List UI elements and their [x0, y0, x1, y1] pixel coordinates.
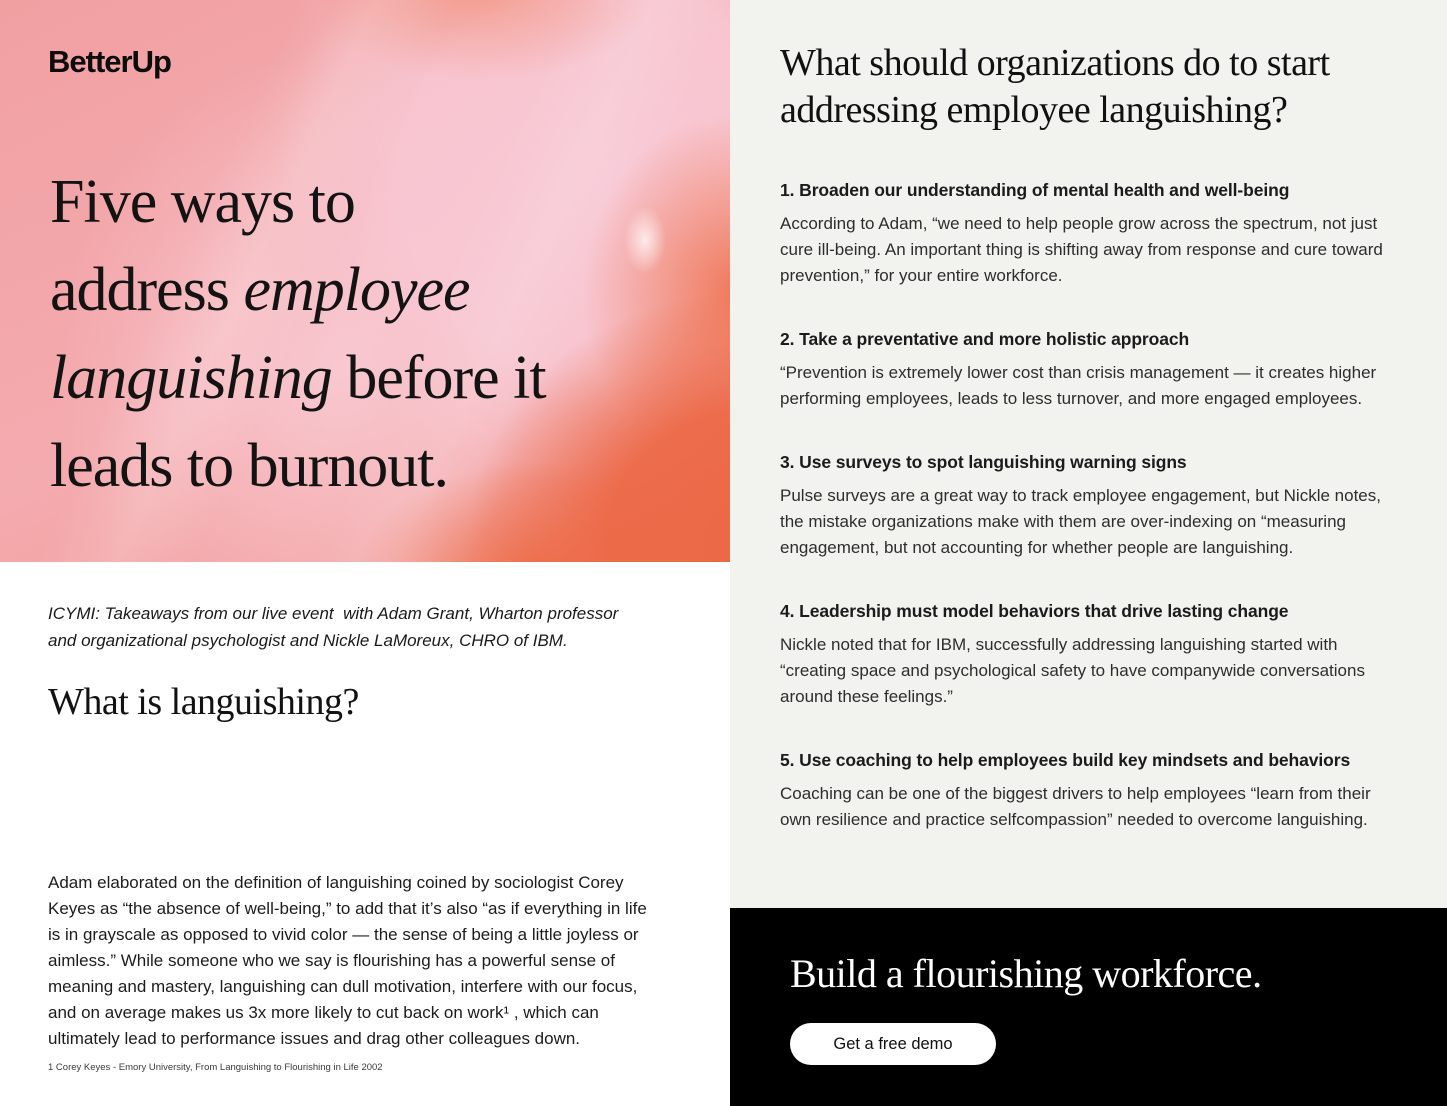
hero-title-text: Five ways to	[50, 168, 355, 236]
list-item-heading: 4. Leadership must model behaviors that drive lasting change	[780, 601, 1289, 621]
hero-title-text: address	[50, 256, 244, 324]
list-item-heading: 2. Take a preventative and more holistic approach	[780, 329, 1190, 349]
list-item-heading: 1. Broaden our understanding of mental health and well-being	[780, 180, 1290, 200]
what-is-languishing-heading: What is languishing?	[48, 681, 359, 723]
hero-title-line	[50, 334, 546, 422]
hero-title-text: before it	[331, 344, 546, 412]
hero-title-italic-text: employee	[243, 256, 470, 324]
cta-heading: Build a flourishing workforce.	[790, 951, 1262, 996]
get-free-demo-button[interactable]: Get a free demo	[790, 1023, 996, 1065]
list-item-heading: 3. Use surveys to spot languishing warning signs	[780, 452, 1187, 472]
hero-image	[0, 0, 730, 562]
recommendations-section	[730, 0, 1447, 908]
list-item-heading: 5. Use coaching to help employees build key mindsets and behaviors	[780, 750, 1351, 770]
list-item-body: Nickle noted that for IBM, successfully addressing languishing started with “creating space and psychological safety to have companywide conversations around these feelings.”	[780, 635, 1365, 706]
list-item-body: “Prevention is extremely lower cost than crisis management — it creates higher performing employees, leads to less turnover, and more engaged employees.	[780, 363, 1377, 408]
hero-title-line	[50, 158, 546, 246]
hero-title	[50, 158, 546, 510]
list-item	[780, 452, 1394, 561]
hero-title-italic-text: languishing	[50, 344, 332, 412]
footnote-citation: 1 Corey Keyes - Emory University, From Languishing to Flourishing in Life 2002	[48, 1062, 383, 1073]
betterup-logo: BetterUp	[48, 44, 171, 79]
cta-banner	[730, 908, 1447, 1106]
list-item-body: Coaching can be one of the biggest drivers to help employees “learn from their own resilience and practice selfcompassion” needed to overcome languishing.	[780, 784, 1371, 829]
list-item-body: Pulse surveys are a great way to track employee engagement, but Nickle notes, the mistake organizations make with them are over-indexing on “measuring engagement, but not accounting for whether people are languishing.	[780, 486, 1381, 557]
list-item	[780, 329, 1394, 412]
hero-title-line	[50, 422, 546, 510]
hero-title-text: leads to burnout.	[50, 432, 448, 500]
list-item-body: According to Adam, “we need to help people grow across the spectrum, not just cure ill-being. An important thing is shifting away from response and cure toward prevention,” for your entire workforce.	[780, 214, 1383, 285]
list-item	[780, 180, 1394, 289]
list-item	[780, 601, 1394, 710]
recommendations-heading: What should organizations do to start addressing employee languishing?	[780, 42, 1330, 131]
languishing-definition-paragraph: Adam elaborated on the definition of languishing coined by sociologist Corey Keyes as “the absence of well-being,” to add that it’s also “as if everything in life is in grayscale as opposed to vivid color — the sense of being a little joyless or aimless.” While someone who we say is flourishing has a powerful sense of meaning and mastery, languishing can dull motivation, interfere with our focus, and on average makes us 3x more likely to cut back on work¹ , which can ultimately lead to performance issues and drag other colleagues down.	[48, 873, 647, 1048]
hero-title-line	[50, 246, 546, 334]
left-content	[0, 562, 730, 1073]
right-column	[730, 0, 1447, 1106]
list-item	[780, 750, 1394, 833]
icymi-note: ICYMI: Takeaways from our live event with Adam Grant, Wharton professor and organizational psychologist and Nickle LaMoreux, CHRO of IBM.	[48, 604, 624, 650]
